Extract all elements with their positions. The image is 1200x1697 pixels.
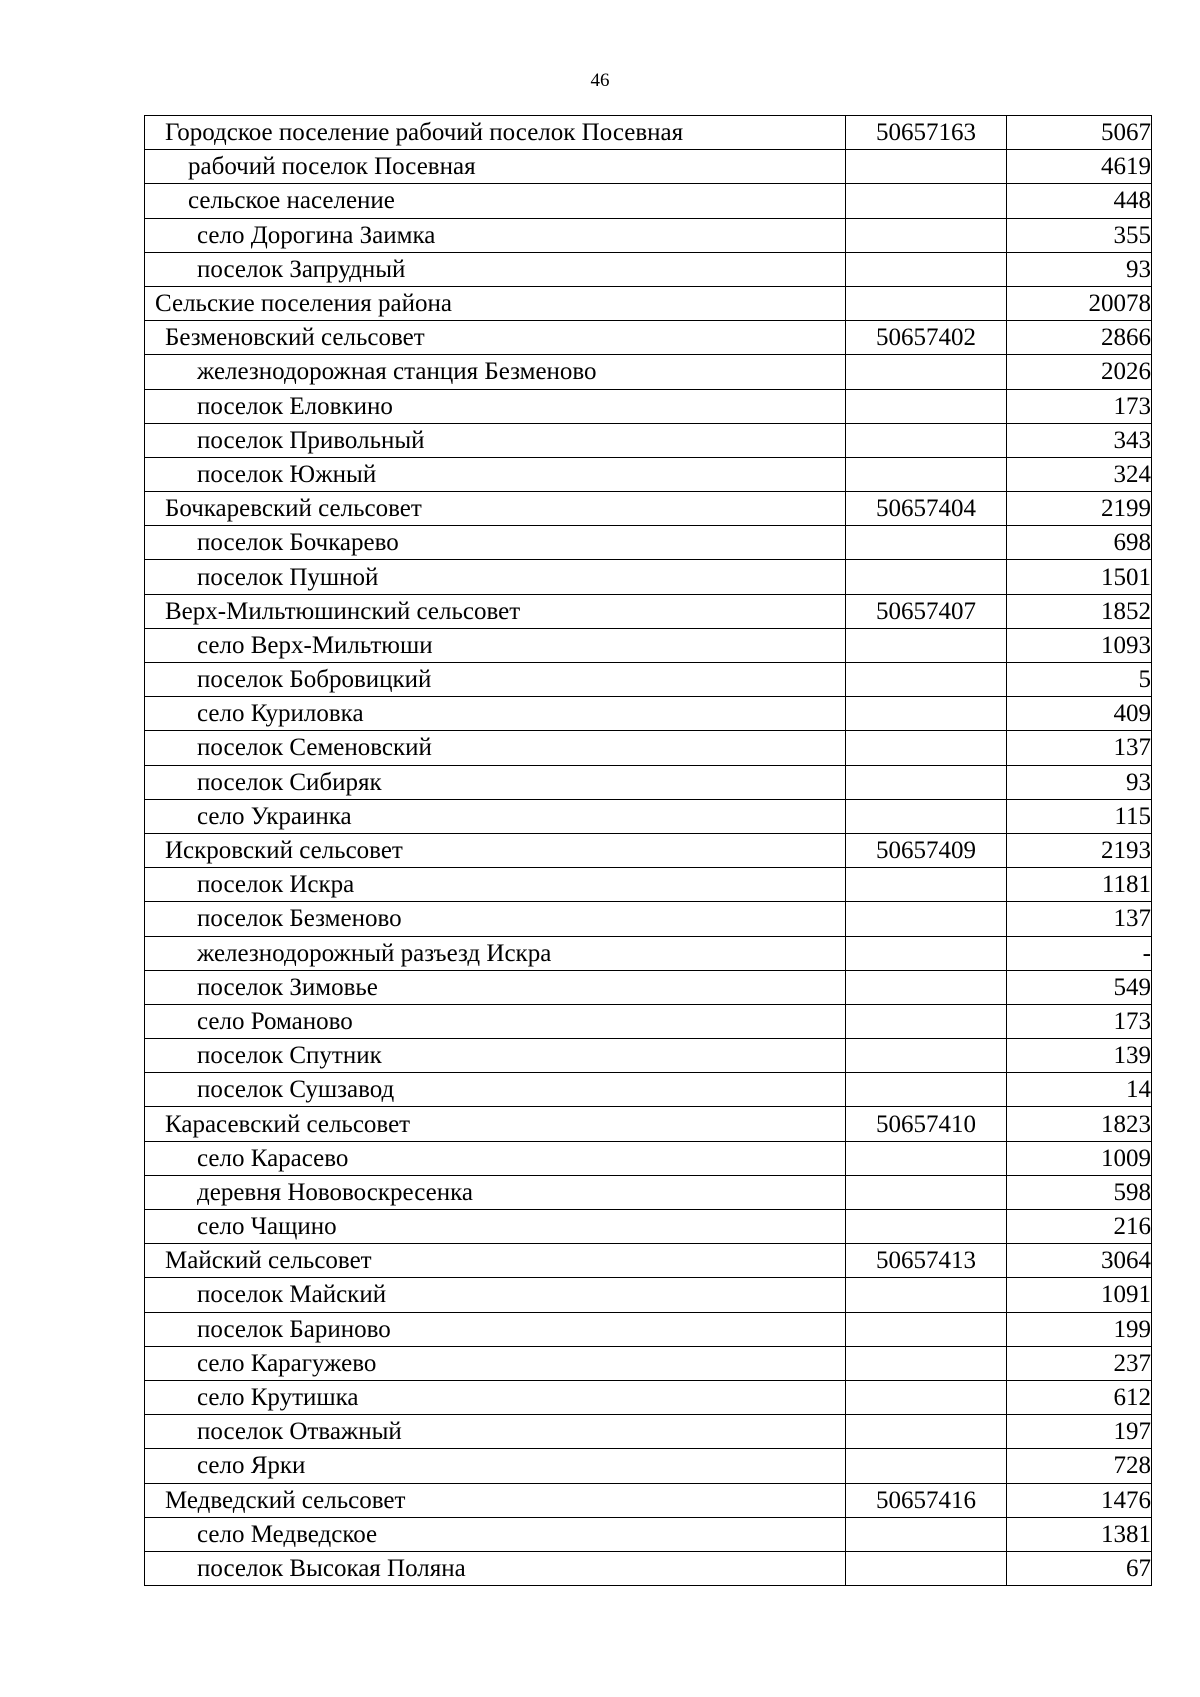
table-row — [145, 1175, 1152, 1209]
oktmo-code-cell — [846, 457, 1007, 491]
settlement-name-cell: село Дорогина Заимка — [145, 218, 846, 252]
oktmo-code-cell — [846, 936, 1007, 970]
population-cell: 93 — [1007, 765, 1152, 799]
settlement-name-cell: поселок Привольный — [145, 423, 846, 457]
oktmo-code-cell — [846, 970, 1007, 1004]
table-row — [145, 1278, 1152, 1312]
table-row — [145, 833, 1152, 867]
settlement-name-cell: поселок Безменово — [145, 902, 846, 936]
oktmo-code-cell — [846, 902, 1007, 936]
oktmo-code-cell — [846, 286, 1007, 320]
page-number: 46 — [590, 70, 610, 91]
table-row — [145, 423, 1152, 457]
oktmo-code-cell — [846, 1380, 1007, 1414]
oktmo-code-cell — [846, 799, 1007, 833]
population-cell: 3064 — [1007, 1244, 1152, 1278]
oktmo-code-cell: 50657407 — [846, 594, 1007, 628]
settlement-name-cell: рабочий поселок Посевная — [145, 150, 846, 184]
oktmo-code-cell — [846, 731, 1007, 765]
settlement-name-cell: поселок Пушной — [145, 560, 846, 594]
table-row — [145, 1141, 1152, 1175]
population-cell: 1823 — [1007, 1107, 1152, 1141]
population-cell: 173 — [1007, 389, 1152, 423]
oktmo-code-cell: 50657410 — [846, 1107, 1007, 1141]
population-cell: 324 — [1007, 457, 1152, 491]
population-cell: 1181 — [1007, 868, 1152, 902]
settlement-name-cell: село Чащино — [145, 1210, 846, 1244]
settlement-name-cell: Городское поселение рабочий поселок Посевная — [145, 116, 846, 150]
settlement-name-cell: поселок Отважный — [145, 1415, 846, 1449]
population-cell: 343 — [1007, 423, 1152, 457]
table-row — [145, 457, 1152, 491]
table-row — [145, 697, 1152, 731]
oktmo-code-cell — [846, 1517, 1007, 1551]
population-cell: 5067 — [1007, 116, 1152, 150]
population-cell: 137 — [1007, 902, 1152, 936]
table-row — [145, 1039, 1152, 1073]
oktmo-code-cell — [846, 697, 1007, 731]
oktmo-code-cell — [846, 1073, 1007, 1107]
settlement-name-cell: деревня Нововоскресенка — [145, 1175, 846, 1209]
population-cell: 2199 — [1007, 492, 1152, 526]
population-cell: 612 — [1007, 1380, 1152, 1414]
settlement-name-cell: Искровский сельсовет — [145, 833, 846, 867]
settlement-name-cell: поселок Искра — [145, 868, 846, 902]
population-cell: 549 — [1007, 970, 1152, 1004]
population-cell: 4619 — [1007, 150, 1152, 184]
settlement-name-cell: поселок Зимовье — [145, 970, 846, 1004]
oktmo-code-cell — [846, 1141, 1007, 1175]
population-cell: 2193 — [1007, 833, 1152, 867]
settlement-name-cell: поселок Высокая Поляна — [145, 1551, 846, 1585]
table-row — [145, 321, 1152, 355]
settlement-name-cell: Медведский сельсовет — [145, 1483, 846, 1517]
settlement-name-cell: поселок Майский — [145, 1278, 846, 1312]
oktmo-code-cell: 50657409 — [846, 833, 1007, 867]
settlement-name-cell: железнодорожная станция Безменово — [145, 355, 846, 389]
table-row — [145, 936, 1152, 970]
population-cell: 1476 — [1007, 1483, 1152, 1517]
table-row — [145, 389, 1152, 423]
settlements-table — [144, 115, 1152, 1586]
table-row — [145, 1415, 1152, 1449]
table-row — [145, 286, 1152, 320]
oktmo-code-cell — [846, 218, 1007, 252]
settlement-name-cell: Майский сельсовет — [145, 1244, 846, 1278]
population-cell: 1009 — [1007, 1141, 1152, 1175]
table-row — [145, 663, 1152, 697]
oktmo-code-cell — [846, 1210, 1007, 1244]
oktmo-code-cell — [846, 389, 1007, 423]
oktmo-code-cell — [846, 628, 1007, 662]
settlement-name-cell: Карасевский сельсовет — [145, 1107, 846, 1141]
oktmo-code-cell — [846, 423, 1007, 457]
population-cell: 14 — [1007, 1073, 1152, 1107]
settlement-name-cell: поселок Еловкино — [145, 389, 846, 423]
population-cell: 173 — [1007, 1004, 1152, 1038]
population-cell: - — [1007, 936, 1152, 970]
population-cell: 199 — [1007, 1312, 1152, 1346]
oktmo-code-cell — [846, 1175, 1007, 1209]
population-cell: 1091 — [1007, 1278, 1152, 1312]
population-cell: 448 — [1007, 184, 1152, 218]
settlement-name-cell: поселок Бариново — [145, 1312, 846, 1346]
settlements-table-body — [145, 116, 1152, 1586]
population-cell: 409 — [1007, 697, 1152, 731]
oktmo-code-cell — [846, 1346, 1007, 1380]
population-cell: 115 — [1007, 799, 1152, 833]
population-cell: 139 — [1007, 1039, 1152, 1073]
population-cell: 1093 — [1007, 628, 1152, 662]
settlement-name-cell: Верх-Мильтюшинский сельсовет — [145, 594, 846, 628]
population-cell: 1381 — [1007, 1517, 1152, 1551]
table-row — [145, 970, 1152, 1004]
table-row — [145, 116, 1152, 150]
oktmo-code-cell — [846, 184, 1007, 218]
table-row — [145, 560, 1152, 594]
settlement-name-cell: Безменовский сельсовет — [145, 321, 846, 355]
oktmo-code-cell — [846, 765, 1007, 799]
settlement-name-cell: поселок Бобровицкий — [145, 663, 846, 697]
table-row — [145, 184, 1152, 218]
oktmo-code-cell — [846, 526, 1007, 560]
table-row — [145, 252, 1152, 286]
table-row — [145, 355, 1152, 389]
settlement-name-cell: село Романово — [145, 1004, 846, 1038]
table-row — [145, 594, 1152, 628]
settlement-name-cell: село Крутишка — [145, 1380, 846, 1414]
population-cell: 1852 — [1007, 594, 1152, 628]
oktmo-code-cell — [846, 1004, 1007, 1038]
settlement-name-cell: поселок Сушзавод — [145, 1073, 846, 1107]
table-row — [145, 218, 1152, 252]
settlement-name-cell: железнодорожный разъезд Искра — [145, 936, 846, 970]
settlement-name-cell: Сельские поселения района — [145, 286, 846, 320]
settlement-name-cell: поселок Бочкарево — [145, 526, 846, 560]
table-row — [145, 1244, 1152, 1278]
table-row — [145, 1346, 1152, 1380]
table-row — [145, 1449, 1152, 1483]
table-row — [145, 731, 1152, 765]
population-cell: 197 — [1007, 1415, 1152, 1449]
table-row — [145, 526, 1152, 560]
table-row — [145, 150, 1152, 184]
table-row — [145, 765, 1152, 799]
table-row — [145, 1551, 1152, 1585]
oktmo-code-cell — [846, 252, 1007, 286]
oktmo-code-cell: 50657413 — [846, 1244, 1007, 1278]
settlement-name-cell: поселок Спутник — [145, 1039, 846, 1073]
settlement-name-cell: сельское население — [145, 184, 846, 218]
settlement-name-cell: поселок Южный — [145, 457, 846, 491]
settlement-name-cell: село Карагужево — [145, 1346, 846, 1380]
population-cell: 355 — [1007, 218, 1152, 252]
oktmo-code-cell: 50657404 — [846, 492, 1007, 526]
settlement-name-cell: Бочкаревский сельсовет — [145, 492, 846, 526]
oktmo-code-cell — [846, 868, 1007, 902]
oktmo-code-cell: 50657416 — [846, 1483, 1007, 1517]
oktmo-code-cell — [846, 1415, 1007, 1449]
table-row — [145, 799, 1152, 833]
settlement-name-cell: село Карасево — [145, 1141, 846, 1175]
table-row — [145, 1380, 1152, 1414]
population-cell: 698 — [1007, 526, 1152, 560]
settlement-name-cell: село Медведское — [145, 1517, 846, 1551]
settlement-name-cell: село Украинка — [145, 799, 846, 833]
table-row — [145, 1483, 1152, 1517]
oktmo-code-cell — [846, 1278, 1007, 1312]
settlement-name-cell: поселок Сибиряк — [145, 765, 846, 799]
table-row — [145, 1073, 1152, 1107]
oktmo-code-cell: 50657163 — [846, 116, 1007, 150]
table-row — [145, 628, 1152, 662]
population-cell: 67 — [1007, 1551, 1152, 1585]
population-cell: 20078 — [1007, 286, 1152, 320]
settlement-name-cell: село Ярки — [145, 1449, 846, 1483]
table-row — [145, 1107, 1152, 1141]
population-cell: 93 — [1007, 252, 1152, 286]
table-row — [145, 902, 1152, 936]
settlement-name-cell: село Куриловка — [145, 697, 846, 731]
oktmo-code-cell: 50657402 — [846, 321, 1007, 355]
settlement-name-cell: поселок Семеновский — [145, 731, 846, 765]
population-cell: 216 — [1007, 1210, 1152, 1244]
oktmo-code-cell — [846, 1551, 1007, 1585]
settlement-name-cell: поселок Запрудный — [145, 252, 846, 286]
table-row — [145, 1517, 1152, 1551]
oktmo-code-cell — [846, 1312, 1007, 1346]
population-cell: 598 — [1007, 1175, 1152, 1209]
table-row — [145, 1312, 1152, 1346]
table-row — [145, 1004, 1152, 1038]
population-cell: 1501 — [1007, 560, 1152, 594]
oktmo-code-cell — [846, 1039, 1007, 1073]
population-cell: 5 — [1007, 663, 1152, 697]
oktmo-code-cell — [846, 355, 1007, 389]
table-row — [145, 492, 1152, 526]
table-row — [145, 1210, 1152, 1244]
oktmo-code-cell — [846, 150, 1007, 184]
population-cell: 137 — [1007, 731, 1152, 765]
population-cell: 237 — [1007, 1346, 1152, 1380]
table-row — [145, 868, 1152, 902]
population-cell: 728 — [1007, 1449, 1152, 1483]
oktmo-code-cell — [846, 560, 1007, 594]
population-cell: 2866 — [1007, 321, 1152, 355]
settlement-name-cell: село Верх-Мильтюши — [145, 628, 846, 662]
oktmo-code-cell — [846, 1449, 1007, 1483]
oktmo-code-cell — [846, 663, 1007, 697]
population-cell: 2026 — [1007, 355, 1152, 389]
